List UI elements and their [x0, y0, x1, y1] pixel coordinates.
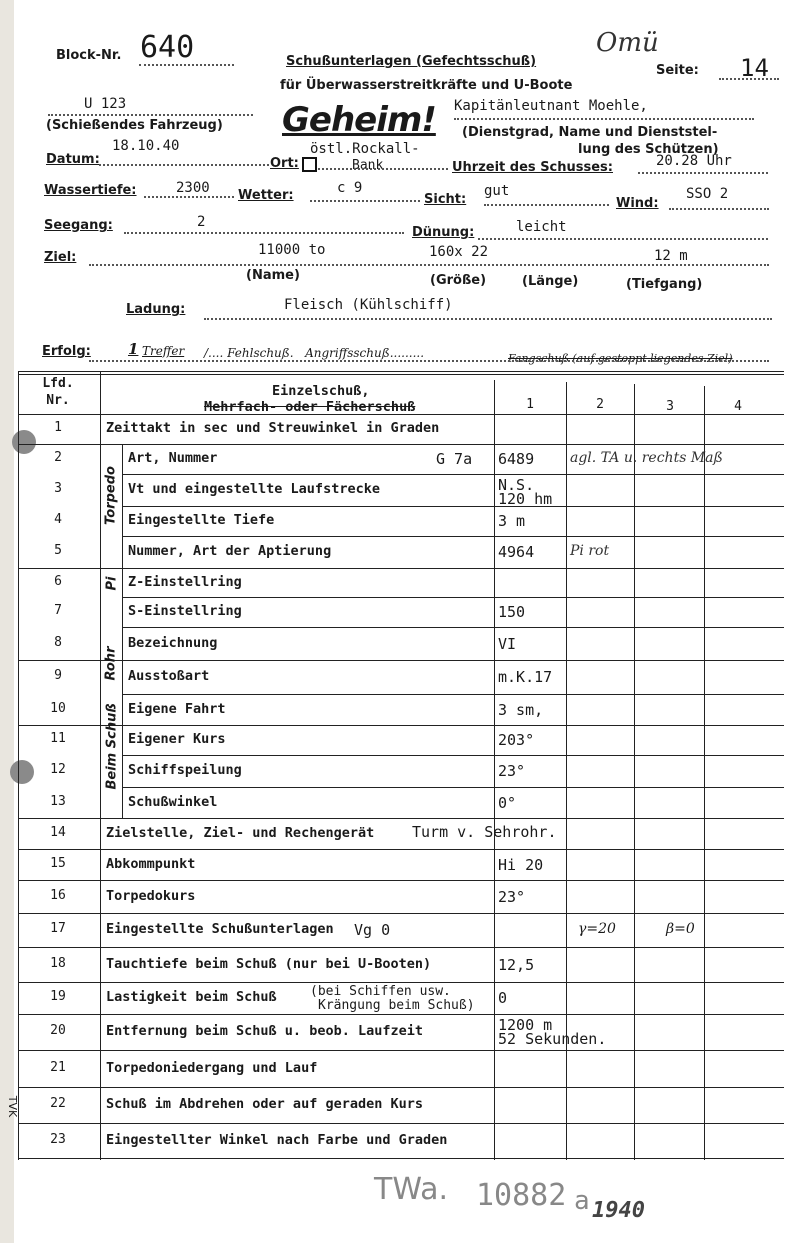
erfolg-dots — [89, 360, 769, 362]
archive-suffix: a — [574, 1186, 590, 1216]
row-number: 17 — [50, 921, 66, 936]
table-row-separator — [18, 849, 784, 850]
group-label-torpedo: Torpedo — [103, 466, 119, 525]
archive-stamp: TWa. — [374, 1172, 448, 1207]
row-note-1: (bei Schiffen usw. — [310, 984, 451, 999]
group-label-pi: Pi — [104, 576, 120, 591]
row-number: 10 — [50, 701, 66, 716]
row-label: Abkommpunkt — [106, 856, 196, 872]
wassertiefe-label: Wassertiefe: — [44, 183, 137, 198]
ziel-laenge-label: (Länge) — [522, 274, 579, 289]
block-label: Block-Nr. — [56, 48, 122, 63]
ladung-label: Ladung: — [126, 302, 186, 317]
row-label: Eigener Kurs — [128, 731, 226, 747]
row-label: Ausstoßart — [128, 668, 210, 684]
document-sheet — [6, 0, 800, 1243]
seegang-value: 2 — [197, 214, 206, 230]
row-number: 15 — [50, 856, 66, 871]
table-row-separator — [18, 660, 784, 661]
row-extra: G 7a — [436, 450, 473, 468]
table-row-separator — [122, 787, 784, 788]
table-row-separator — [18, 1123, 784, 1124]
table-row-separator — [18, 982, 784, 983]
title-line-2: für Überwasserstreitkräfte und U-Boote — [280, 78, 573, 93]
wind-label: Wind: — [616, 196, 659, 211]
uhrzeit-dots — [638, 172, 768, 174]
archive-year: 1940 — [592, 1198, 645, 1223]
col-header-4: 4 — [734, 399, 742, 414]
ziel-groesse-label: (Größe) — [430, 273, 487, 288]
page-number: 14 — [740, 54, 769, 82]
fangschuss-label: Fangschuß (auf gestoppt liegendes Ziel) — [508, 352, 733, 365]
vessel-value: U 123 — [84, 96, 127, 112]
table-row-separator — [18, 568, 784, 569]
row-label: Zielstelle, Ziel- und Rechengerät — [106, 825, 375, 841]
row-number: 11 — [50, 731, 66, 746]
table-row-separator — [122, 627, 784, 628]
ziel-name-value: 11000 to — [258, 242, 326, 258]
page-dots — [719, 78, 779, 80]
ort-label: Ort: — [270, 156, 299, 171]
table-bottom-line — [18, 1158, 784, 1159]
row-number: 7 — [54, 603, 62, 618]
row-number: 12 — [50, 762, 66, 777]
table-row-separator — [18, 1050, 784, 1051]
row-value-col1: 150 — [498, 603, 526, 621]
wassertiefe-dots — [144, 196, 234, 198]
row-number: 8 — [54, 635, 62, 650]
col-header-3: 3 — [666, 399, 674, 414]
row-label: Schiffspeilung — [128, 762, 242, 778]
commander-dots — [454, 118, 754, 120]
wind-dots — [669, 208, 769, 210]
datum-label: Datum: — [46, 152, 100, 167]
table-top-line-2 — [18, 374, 784, 375]
row-number: 1 — [54, 420, 62, 435]
row-label: Eingestellte Schußunterlagen — [106, 921, 334, 937]
row-label: Vt und eingestellte Laufstrecke — [128, 481, 380, 497]
table-row-separator — [18, 913, 784, 914]
col-nr-header-2: Nr. — [46, 393, 70, 408]
table-row-separator — [122, 694, 784, 695]
erfolg-label: Erfolg: — [42, 344, 91, 359]
row-value-col1: 12,5 — [498, 956, 535, 974]
duenung-label: Dünung: — [412, 225, 475, 240]
group-label-beim-schuss: Beim Schuß — [104, 703, 120, 790]
table-row-separator — [122, 755, 784, 756]
row-value-col2: agl. TA u. rechts Maß — [570, 450, 723, 466]
row-number: 9 — [54, 668, 62, 683]
row-note-2: Krängung beim Schuß) — [318, 998, 475, 1013]
row-value-col1: 0° — [498, 794, 517, 812]
erfolg-rest: /.... Fehlschuß. Angriffsschuß......... — [204, 346, 425, 360]
ort-box — [302, 157, 317, 172]
col-header-1: 1 — [526, 397, 534, 412]
wind-value: SSO 2 — [686, 186, 729, 202]
commander-label-2: lung des Schützen) — [578, 142, 719, 157]
col3-border — [634, 384, 635, 1160]
row-number: 19 — [50, 989, 66, 1004]
row-value-col1-line2: 120 hm — [498, 490, 553, 508]
row-value-col1: m.K.17 — [498, 668, 553, 686]
row-number: 20 — [50, 1023, 66, 1038]
sicht-value: gut — [484, 183, 510, 199]
row-number: 13 — [50, 794, 66, 809]
table-row-separator — [18, 1087, 784, 1088]
table-row-separator — [122, 536, 784, 537]
table-row-separator — [18, 818, 784, 819]
row-number: 6 — [54, 574, 62, 589]
row-label: Eigene Fahrt — [128, 701, 226, 717]
row-value-col1: 6489 — [498, 450, 535, 468]
row-label: Zeittakt in sec und Streuwinkel in Graden — [106, 420, 440, 436]
table-row-separator — [122, 506, 784, 507]
uhrzeit-value: 20.28 Uhr — [656, 153, 732, 169]
row-number: 14 — [50, 825, 66, 840]
seegang-dots — [124, 232, 404, 234]
row-label: Lastigkeit beim Schuß — [106, 989, 277, 1005]
row-label: Nummer, Art der Aptierung — [128, 543, 332, 559]
table-row-separator — [18, 880, 784, 881]
ziel-name-label: (Name) — [246, 268, 300, 283]
row-number: 23 — [50, 1132, 66, 1147]
title-line-1: Schußunterlagen (Gefechtsschuß) — [286, 54, 537, 69]
row-value-col1: 23° — [498, 888, 526, 906]
row-label: Schuß im Abdrehen oder auf geraden Kurs — [106, 1096, 423, 1112]
geheim-stamp: Geheim! — [282, 100, 436, 140]
row-value-col1: 203° — [498, 731, 535, 749]
row-label: Schußwinkel — [128, 794, 218, 810]
uhrzeit-label: Uhrzeit des Schusses: — [452, 160, 613, 175]
row-value-col1: 4964 — [498, 543, 535, 561]
block-number: 640 — [140, 30, 195, 65]
row-label: Entfernung beim Schuß u. beob. Laufzeit — [106, 1023, 423, 1039]
row-label: Bezeichnung — [128, 635, 218, 651]
row-label: Z-Einstellring — [128, 574, 242, 590]
row-number: 3 — [54, 481, 62, 496]
row-number: 22 — [50, 1096, 66, 1111]
row-value-col1: 0 — [498, 989, 508, 1007]
row-value-col1: N.S. — [498, 476, 535, 494]
ziel-tiefgang-label: (Tiefgang) — [626, 277, 703, 292]
row-value-col1: 1200 m — [498, 1016, 553, 1034]
col-header-2: 2 — [596, 397, 604, 412]
col1-border — [494, 380, 495, 1160]
row-number: 21 — [50, 1060, 66, 1075]
ziel-dots — [89, 264, 769, 266]
duenung-dots — [478, 238, 768, 240]
row-label: Eingestellte Tiefe — [128, 512, 275, 528]
row-label: Tauchtiefe beim Schuß (nur bei U-Booten) — [106, 956, 432, 972]
row-extra: Vg 0 — [354, 921, 391, 939]
col-nr-header-1: Lfd. — [42, 376, 74, 391]
row-value-col2: Pi rot — [570, 543, 610, 559]
row-number: 18 — [50, 956, 66, 971]
row-label: Torpedoniedergang und Lauf — [106, 1060, 318, 1076]
group-label-rohr: Rohr — [103, 646, 119, 681]
table-top-line — [18, 371, 784, 372]
ort-dots — [318, 168, 448, 170]
nr-col-border — [100, 372, 101, 1160]
row-value-col1: 23° — [498, 762, 526, 780]
ziel-label: Ziel: — [44, 250, 77, 265]
sicht-dots — [484, 204, 609, 206]
row-label: S-Einstellring — [128, 603, 242, 619]
col-title-1: Einzelschuß, — [272, 383, 370, 399]
ort-value-1: östl.Rockall- — [310, 141, 420, 157]
duenung-value: leicht — [516, 219, 567, 235]
row-value-col1: 3 m — [498, 512, 526, 530]
table-row-separator — [122, 597, 784, 598]
archive-number: 10882 — [476, 1178, 567, 1213]
wassertiefe-value: 2300 — [176, 180, 210, 196]
row-beta: β=0 — [666, 921, 695, 937]
row-label: Art, Nummer — [128, 450, 218, 466]
row-gamma: γ=20 — [578, 921, 616, 937]
vessel-label: (Schießendes Fahrzeug) — [46, 118, 223, 133]
row-value-col1: 3 sm, — [498, 701, 544, 719]
erfolg-count: 1 — [128, 340, 139, 358]
row-extra: Turm v. Sehrohr. — [412, 823, 557, 841]
datum-value: 18.10.40 — [112, 138, 180, 154]
table-row-separator — [18, 725, 784, 726]
row-value-col1: Hi 20 — [498, 856, 544, 874]
vessel-dots — [48, 114, 253, 116]
row-number: 16 — [50, 888, 66, 903]
side-mark: TVK — [6, 1095, 20, 1118]
page-label: Seite: — [656, 63, 699, 78]
row-value-col1: VI — [498, 635, 517, 653]
table-row-separator — [18, 1014, 784, 1015]
wetter-label: Wetter: — [238, 188, 294, 203]
ziel-tiefgang-value: 12 m — [654, 248, 688, 264]
commander-label-1: (Dienstgrad, Name und Dienststel- — [462, 125, 718, 140]
wetter-dots — [310, 200, 420, 202]
group-col-border — [122, 444, 123, 818]
row-label: Torpedokurs — [106, 888, 196, 904]
table-row-separator — [18, 947, 784, 948]
block-dots — [139, 64, 234, 66]
sicht-label: Sicht: — [424, 192, 467, 207]
initials-signature: Omü — [596, 28, 659, 58]
ort-value-2: Bank — [352, 158, 384, 173]
row-number: 4 — [54, 512, 62, 527]
row-label: Eingestellter Winkel nach Farbe und Graden — [106, 1132, 448, 1148]
table-row-separator — [18, 444, 784, 445]
row-number: 2 — [54, 450, 62, 465]
col-title-2: Mehrfach- oder Fächerschuß — [204, 399, 416, 415]
ladung-value: Fleisch (Kühlschiff) — [284, 297, 453, 313]
ziel-groesse-value: 160x 22 — [429, 244, 489, 260]
commander-value: Kapitänleutnant Moehle, — [454, 98, 648, 114]
row-number: 5 — [54, 543, 62, 558]
wetter-value: c 9 — [337, 180, 363, 196]
table-row-separator — [122, 474, 784, 475]
seegang-label: Seegang: — [44, 218, 113, 233]
col4-border — [704, 386, 705, 1160]
datum-dots — [99, 164, 269, 166]
row-value-col1-line2: 52 Sekunden. — [498, 1030, 607, 1048]
erfolg-treffer: Treffer — [142, 344, 185, 358]
ladung-dots — [204, 318, 772, 320]
